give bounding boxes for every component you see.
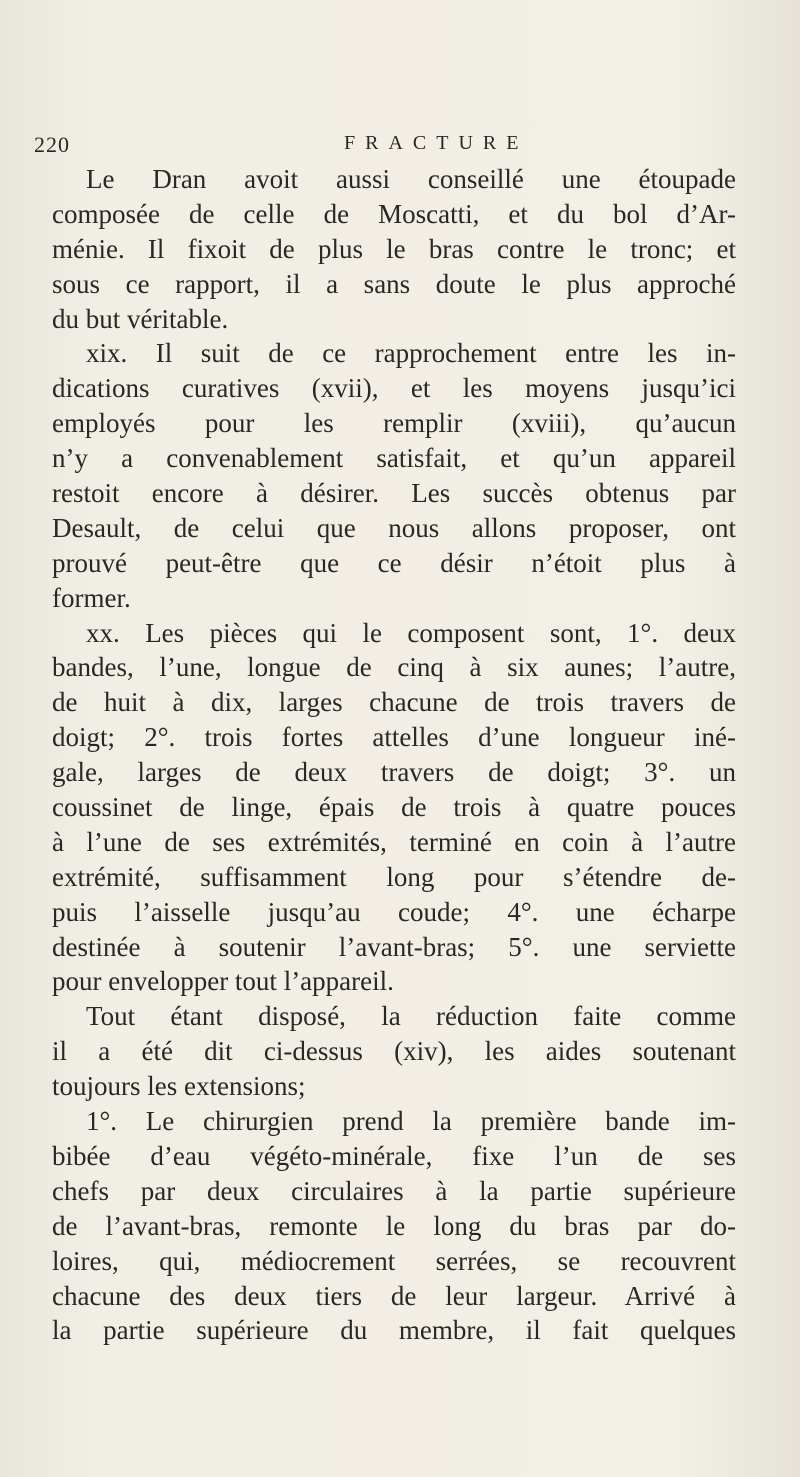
- text-line: composée de celle de Moscatti, et du bol d’Ar-: [52, 198, 736, 229]
- text-line: xx. Les pièces qui le composent sont, 1°. deux: [86, 617, 736, 648]
- text-line: bibée d’eau végéto-minérale, fixe l’un de ses: [52, 1140, 736, 1171]
- body-text: [52, 162, 736, 1348]
- text-line: pour envelopper tout l’appareil.: [52, 966, 394, 997]
- text-line: sous ce rapport, il a sans doute le plus approché: [52, 268, 736, 299]
- text-line: coussinet de linge, épais de trois à quatre pouces: [52, 792, 736, 823]
- text-line: Desault, de celui que nous allons proposer, ont: [52, 512, 736, 543]
- text-line: employés pour les remplir (xviii), qu’aucun: [52, 408, 736, 439]
- text-line: n’y a convenablement satisfait, et qu’un appareil: [52, 443, 736, 474]
- text-line: prouvé peut-être que ce désir n’étoit plus à: [52, 547, 736, 578]
- text-line: bandes, l’une, longue de cinq à six aunes; l’autre,: [52, 652, 736, 683]
- text-line: ménie. Il fixoit de plus le bras contre le tronc; et: [52, 233, 736, 264]
- text-line: chefs par deux circulaires à la partie supérieure: [52, 1175, 736, 1206]
- text-line: destinée à soutenir l’avant-bras; 5°. une serviette: [52, 931, 736, 962]
- page-number: 220: [34, 132, 70, 157]
- text-line: restoit encore à désirer. Les succès obtenus par: [52, 478, 736, 509]
- text-line: du but véritable.: [52, 303, 229, 334]
- text-line: de huit à dix, larges chacune de trois travers de: [52, 687, 736, 718]
- text-line: toujours les extensions;: [52, 1071, 306, 1102]
- text-line: puis l’aisselle jusqu’au coude; 4°. une écharpe: [52, 896, 736, 927]
- text-line: former.: [52, 582, 131, 613]
- page-header: [34, 132, 734, 164]
- text-line: à l’une de ses extrémités, terminé en coin à l’autre: [52, 826, 736, 857]
- text-line: la partie supérieure du membre, il fait quelques: [52, 1315, 736, 1346]
- text-line: gale, larges de deux travers de doigt; 3°. un: [52, 757, 736, 788]
- text-line: Le Dran avoit aussi conseillé une étoupade: [86, 164, 736, 194]
- text-line: chacune des deux tiers de leur largeur. Arrivé à: [52, 1280, 736, 1311]
- text-line: dications curatives (xvii), et les moyens jusqu’ici: [52, 373, 736, 404]
- text-line: Tout étant disposé, la réduction faite comme: [86, 1001, 736, 1032]
- text-line: il a été dit ci-dessus (xiv), les aides soutenant: [52, 1036, 736, 1067]
- running-title: FRACTURE: [344, 132, 529, 154]
- text-line: 1°. Le chirurgien prend la première bande im-: [86, 1106, 736, 1137]
- text-line: xix. Il suit de ce rapprochement entre les in-: [86, 338, 736, 369]
- text-line: doigt; 2°. trois fortes attelles d’une longueur iné-: [52, 722, 736, 753]
- text-line: de l’avant-bras, remonte le long du bras par do-: [52, 1210, 736, 1241]
- text-line: loires, qui, médiocrement serrées, se recouvrent: [52, 1245, 736, 1276]
- text-line: extrémité, suffisamment long pour s’étendre de-: [52, 861, 736, 892]
